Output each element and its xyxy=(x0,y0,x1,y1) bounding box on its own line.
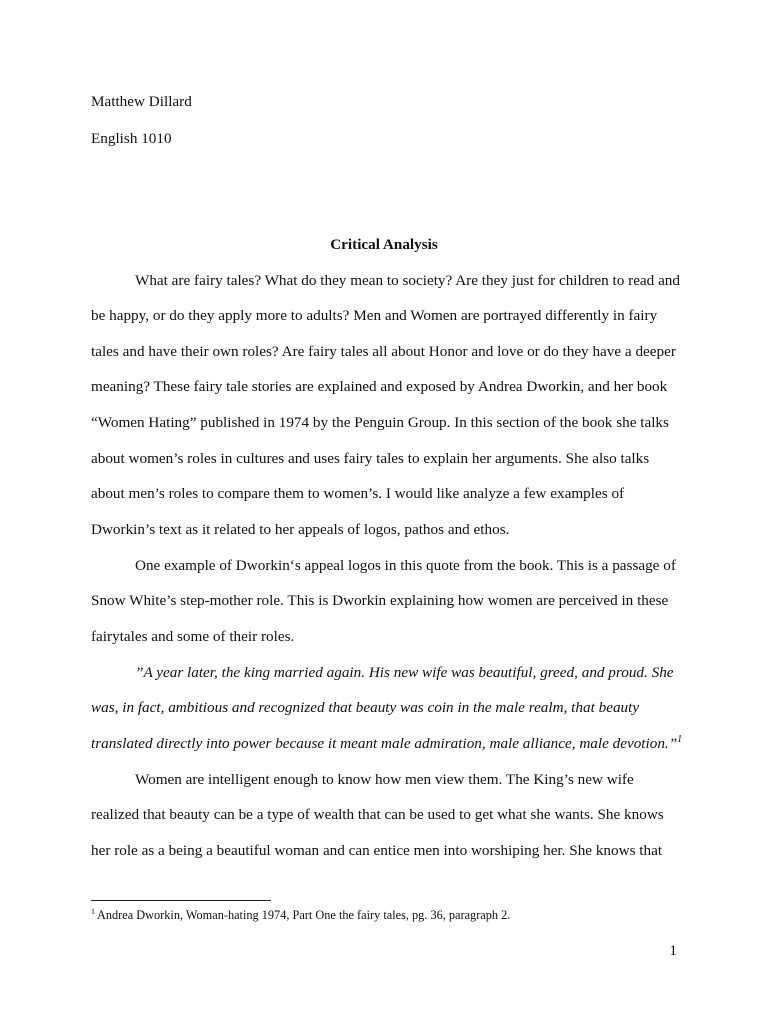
footnote-divider xyxy=(91,900,271,901)
body-line: Women are intelligent enough to know how men view them. The King’s new wife xyxy=(135,771,634,788)
body-line: meaning? These fairy tale stories are explained and exposed by Andrea Dworkin, and her book xyxy=(91,378,668,395)
block-quote-line: ”A year later, the king married again. His new wife was beautiful, greed, and proud. She xyxy=(135,664,674,681)
body-line: fairytales and some of their roles. xyxy=(91,628,295,645)
footnote-text: Andrea Dworkin, Woman-hating 1974, Part One the fairy tales, pg. 36, paragraph 2. xyxy=(97,908,511,922)
page-number: 1 xyxy=(669,942,677,959)
body-line: her role as a being a beautiful woman and can entice men into worshiping her. She knows that xyxy=(91,842,663,859)
body-line: about men’s roles to compare them to women’s. I would like analyze a few examples of xyxy=(91,485,625,502)
block-quote-line xyxy=(91,735,682,753)
body-line: “Women Hating” published in 1974 by the Penguin Group. In this section of the book she talks xyxy=(91,414,669,431)
footnote-marker: 1 xyxy=(91,906,95,916)
paper-title: Critical Analysis xyxy=(330,236,438,253)
body-line: Dworkin’s text as it related to her appeals of logos, pathos and ethos. xyxy=(91,521,510,538)
body-line: be happy, or do they apply more to adults? Men and Women are portrayed differently in fairy xyxy=(91,307,658,324)
block-quote-text: translated directly into power because it meant male admiration, male alliance, male devotion.” xyxy=(91,735,678,752)
body-line: What are fairy tales? What do they mean to society? Are they just for children to read and xyxy=(135,272,680,289)
course-name: English 1010 xyxy=(91,130,172,147)
body-line: Snow White’s step-mother role. This is Dworkin explaining how women are perceived in these xyxy=(91,592,669,609)
body-line: realized that beauty can be a type of wealth that can be used to get what she wants. She knows xyxy=(91,806,664,823)
author-name: Matthew Dillard xyxy=(91,93,192,110)
body-line: One example of Dworkin‘s appeal logos in this quote from the book. This is a passage of xyxy=(135,557,676,574)
footnote-reference: 1 xyxy=(677,733,683,745)
block-quote-line: was, in fact, ambitious and recognized that beauty was coin in the male realm, that beauty xyxy=(91,699,640,716)
body-line: about women’s roles in cultures and uses fairy tales to explain her arguments. She also talks xyxy=(91,450,650,467)
body-line: tales and have their own roles? Are fairy tales all about Honor and love or do they have a deeper xyxy=(91,343,676,360)
footnote xyxy=(91,907,510,923)
